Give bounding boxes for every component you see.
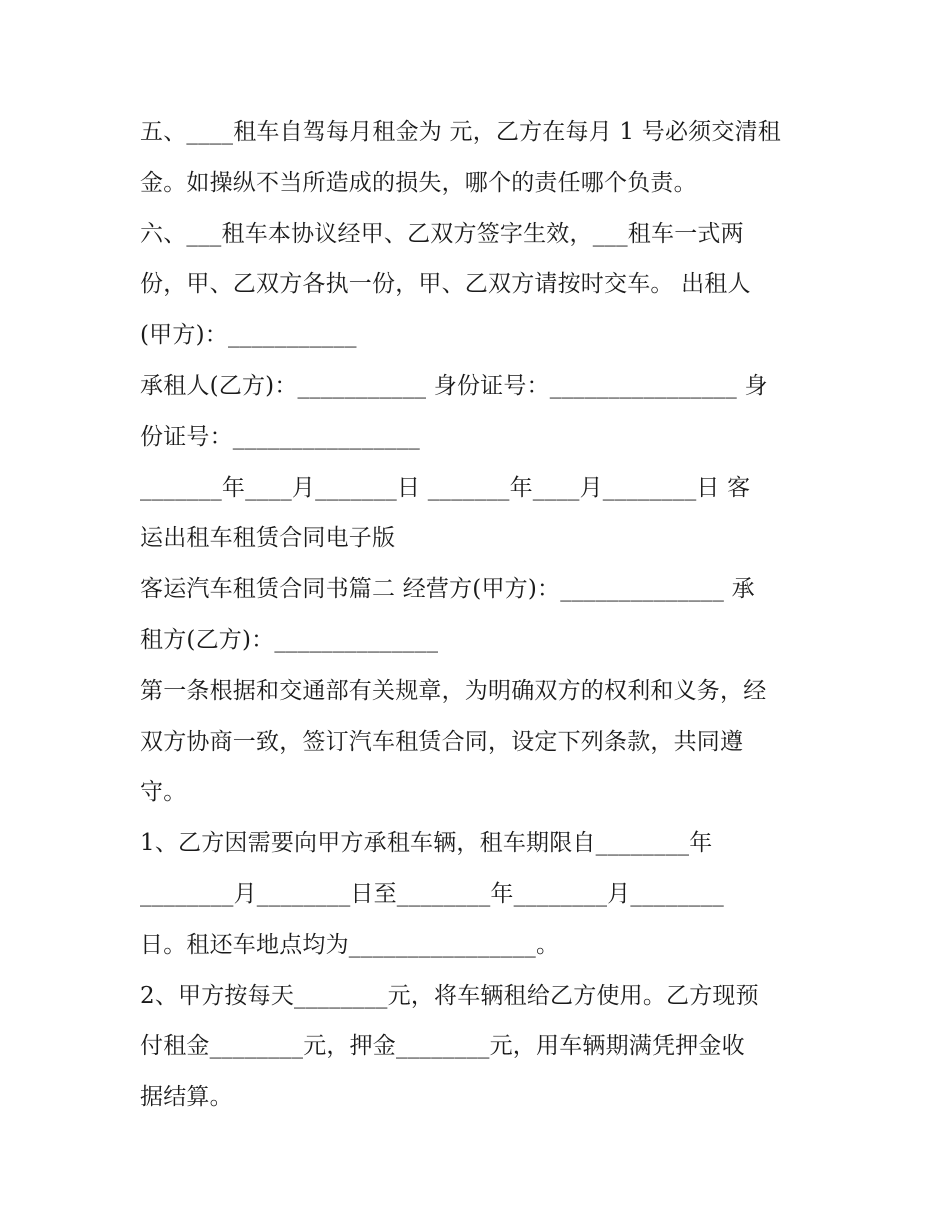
text-line: 客运汽车租赁合同书篇二 经营方(甲方)：______________ 承 bbox=[140, 576, 755, 603]
text-line: (甲方)：___________ bbox=[140, 322, 357, 349]
text-line: 1、乙方因需要向甲方承租车辆，租车期限自________年 bbox=[140, 830, 713, 857]
text-line: _______年____月_______日 _______年____月________日 客 bbox=[140, 474, 751, 501]
text-line: 双方协商一致，签订汽车租赁合同，设定下列条款，共同遵 bbox=[140, 728, 744, 755]
text-line: 份证号：________________ bbox=[140, 423, 420, 450]
text-line: 租方(乙方)：______________ bbox=[140, 626, 439, 653]
text-line: 2、甲方按每天________元，将车辆租给乙方使用。乙方现预 bbox=[140, 982, 759, 1009]
text-line: ________月________日至________年________月________ bbox=[140, 880, 724, 907]
text-line: 据结算。 bbox=[140, 1084, 233, 1111]
text-line: 付租金________元，押金________元，用车辆期满凭押金收 bbox=[140, 1033, 745, 1060]
text-line: 第一条根据和交通部有关规章，为明确双方的权利和义务，经 bbox=[140, 677, 767, 704]
section-title-line: 运出租车租赁合同电子版 bbox=[140, 525, 396, 552]
text-line: 日。租还车地点均为________________。 bbox=[140, 931, 560, 958]
contract-body bbox=[140, 107, 820, 1123]
text-line: 守。 bbox=[140, 779, 187, 806]
text-line: 份，甲、乙双方各执一份，甲、乙双方请按时交车。 出租人 bbox=[140, 271, 751, 298]
text-line: 承租人(乙方)：___________ 身份证号：________________ 身 bbox=[140, 372, 768, 399]
text-line: 金。如操纵不当所造成的损失，哪个的责任哪个负责。 bbox=[140, 169, 697, 196]
text-line: 五、____租车自驾每月租金为 元，乙方在每月 1 号必须交清租 bbox=[140, 119, 781, 145]
text-line: 六、___租车本协议经甲、乙双方签字生效，___租车一式两 bbox=[140, 220, 744, 247]
